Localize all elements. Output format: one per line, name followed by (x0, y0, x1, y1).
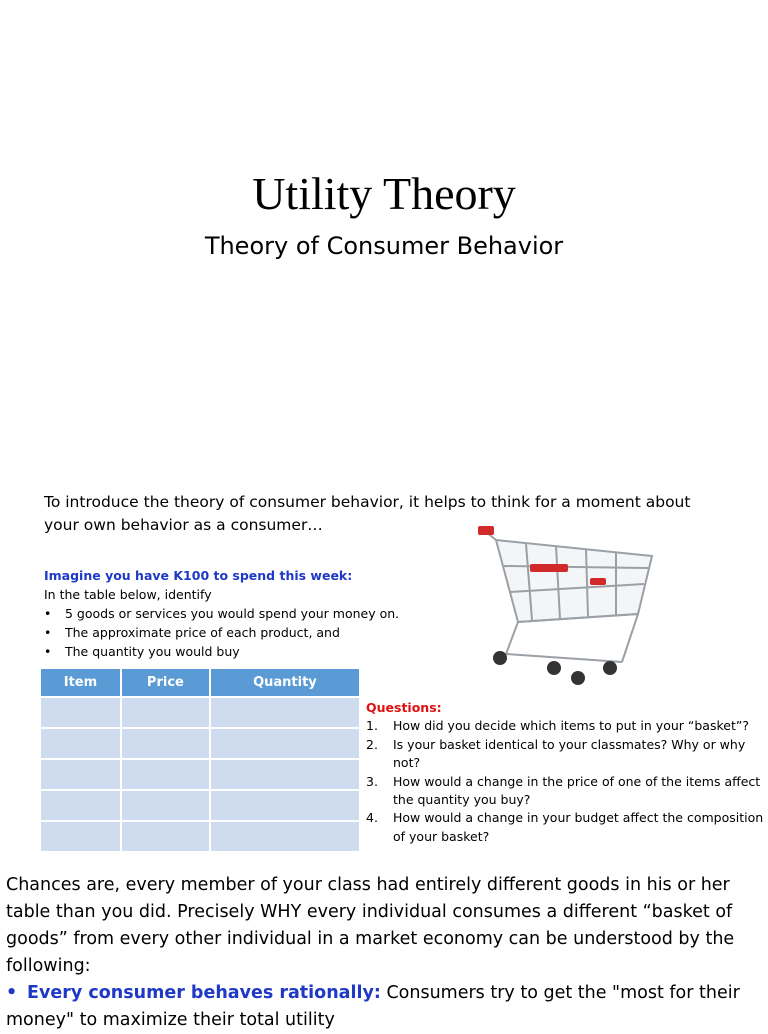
table-row (40, 821, 360, 852)
table-cell[interactable] (210, 790, 360, 821)
question-item (366, 809, 766, 846)
table-cell[interactable] (40, 697, 121, 728)
table-cell[interactable] (121, 821, 210, 852)
questions-section (366, 699, 766, 846)
bullet-text: Consumers try to get the "most for their money" to maximize their total utility (6, 983, 740, 1030)
question-item (366, 736, 766, 773)
table-cell[interactable] (121, 728, 210, 759)
column-header-quantity: Quantity (210, 668, 360, 697)
table-cell[interactable] (210, 821, 360, 852)
basket-table (39, 667, 361, 853)
question-number: 1. (366, 718, 378, 734)
table-cell[interactable] (121, 759, 210, 790)
table-cell[interactable] (40, 790, 121, 821)
bullet-dot: • (6, 983, 18, 1003)
question-number: 3. (366, 773, 378, 789)
list-item: • 5 goods or services you would spend your money on. (44, 604, 424, 623)
column-header-item: Item (40, 668, 121, 697)
table-row (40, 728, 360, 759)
page-subtitle: Theory of Consumer Behavior (204, 232, 564, 260)
table-cell[interactable] (210, 728, 360, 759)
table-cell[interactable] (40, 728, 121, 759)
table-cell[interactable] (121, 697, 210, 728)
column-header-price: Price (121, 668, 210, 697)
question-text: Is your basket identical to your classmates? Why or why not? (393, 736, 746, 771)
question-number: 2. (366, 736, 378, 752)
question-text: How would a change in your budget affect the composition of your basket? (393, 810, 764, 844)
imagine-section (44, 566, 424, 661)
questions-list (366, 717, 766, 846)
intro-paragraph: To introduce the theory of consumer behavior, it helps to think for a moment about your own behavior as a consumer… (44, 493, 691, 534)
imagine-bullets (44, 604, 424, 661)
imagine-heading: Imagine you have K100 to spend this week: (44, 568, 353, 583)
table-cell[interactable] (40, 821, 121, 852)
table-cell[interactable] (210, 697, 360, 728)
questions-heading: Questions: (366, 700, 442, 715)
page-title: Utility Theory (252, 168, 516, 219)
table-row (40, 697, 360, 728)
question-text: How did you decide which items to put in your “basket”? (393, 718, 749, 734)
rational-consumer-bullet (6, 980, 766, 1034)
list-item: • The quantity you would buy (44, 642, 424, 661)
imagine-lead: In the table below, identify (44, 587, 212, 602)
table-cell[interactable] (40, 759, 121, 790)
table-row (40, 790, 360, 821)
table-header-row (40, 668, 360, 697)
table-cell[interactable] (121, 790, 210, 821)
question-item (366, 717, 766, 735)
question-item (366, 773, 766, 810)
question-text: How would a change in the price of one of the items affect the quantity you buy? (393, 773, 761, 808)
table-row (40, 759, 360, 790)
question-number: 4. (366, 810, 378, 826)
bullet-highlight: Every consumer behaves rationally: (27, 983, 381, 1003)
table-cell[interactable] (210, 759, 360, 790)
list-item: • The approximate price of each product, and (44, 623, 424, 642)
shopping-cart-icon (466, 522, 662, 688)
body-paragraph: Chances are, every member of your class had entirely different goods in his or her table than you did. Precisely WHY every individual consumes a different “basket of goods” from every other individual in a market economy can be understood by the following: (6, 875, 735, 976)
